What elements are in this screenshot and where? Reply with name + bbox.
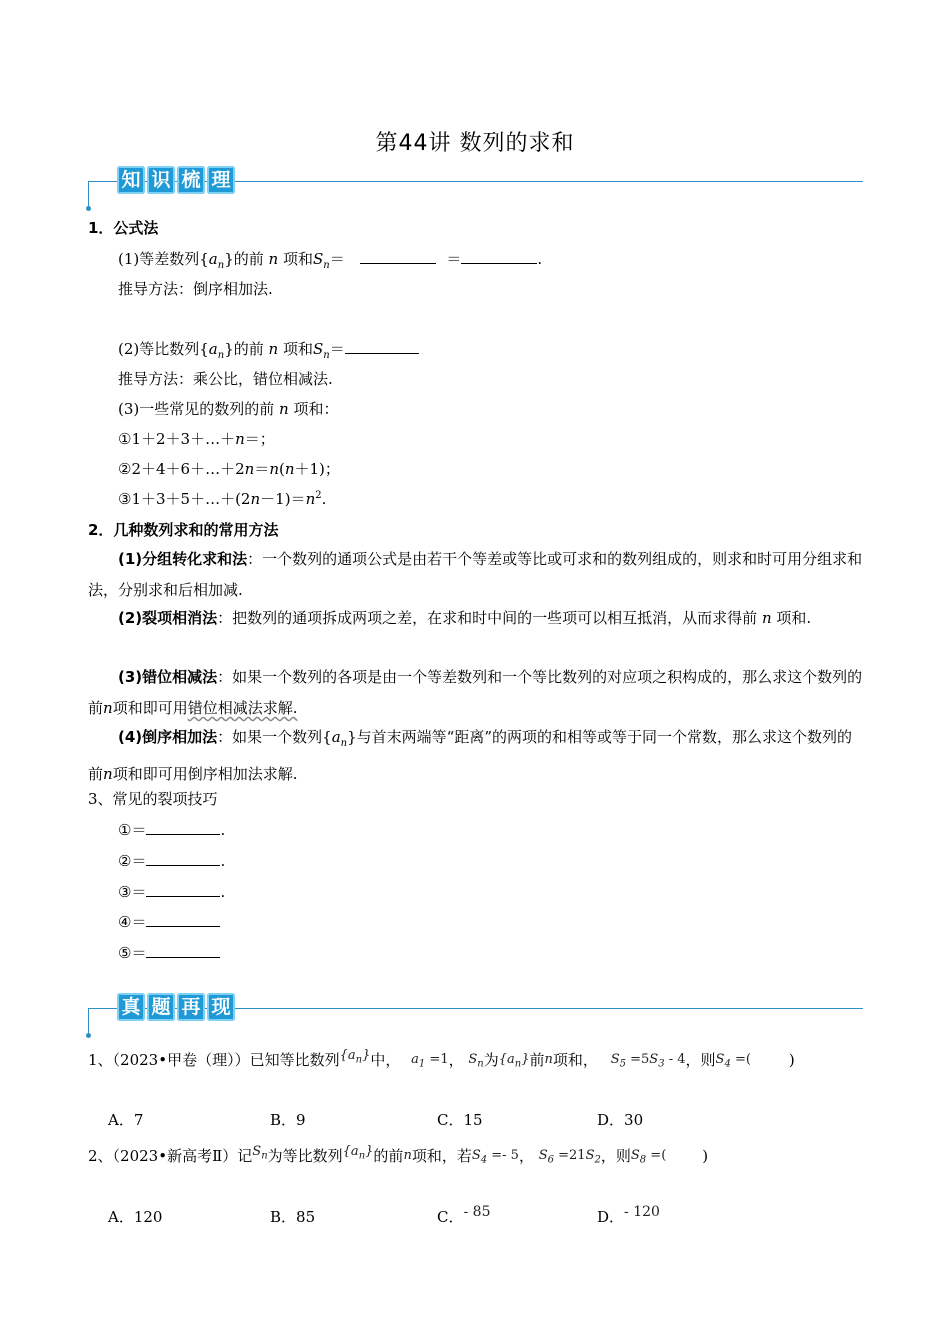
section-dot [86, 1033, 91, 1038]
answer-blank[interactable] [345, 338, 419, 354]
option-d[interactable]: D．30 [597, 1111, 644, 1129]
common-sums-intro: (3)一些常见的数列的前 n 项和： [118, 400, 339, 418]
answer-blank[interactable] [146, 911, 220, 927]
heading-telescoping-tricks: 3、常见的裂项技巧 [88, 790, 218, 808]
trick-item: ②＝ . [118, 852, 226, 870]
option-a[interactable]: A．7 [108, 1111, 144, 1129]
trick-item: ①＝ . [118, 821, 226, 839]
banner-char: 梳 [177, 166, 205, 194]
banner-char: 题 [147, 993, 175, 1021]
derivation-method: 推导方法：乘公比，错位相减法. [118, 370, 333, 388]
section-tick [88, 181, 89, 208]
formula-arith-sum: (1)等差数列$\{a_n\}$的前 n 项和$S_n=$ ＝ . [118, 250, 543, 271]
banner-char: 识 [147, 166, 175, 194]
trick-item: ④＝ [118, 911, 220, 932]
page-title: 第44讲 数列的求和 [375, 131, 575, 156]
answer-blank[interactable] [146, 881, 220, 897]
question-2: 2、（2023•新高考Ⅱ）记$S_n$为等比数列$\{a_n\}$的前n项和，若$S_4 =- 5$， $S_6 =21S_2$，则$S_8$ =( ) [88, 1144, 709, 1166]
heading-methods: 2．几种数列求和的常用方法 [88, 521, 279, 539]
banner-char: 现 [207, 993, 235, 1021]
formula-item-2: ②2＋4＋6＋…＋2n＝n(n＋1)； [118, 460, 340, 478]
banner-char: 真 [117, 993, 145, 1021]
answer-blank[interactable] [146, 942, 220, 958]
option-b[interactable]: B．85 [270, 1208, 316, 1226]
answer-blank[interactable] [360, 248, 436, 264]
method-reverse-addition: (4)倒序相加法：如果一个数列$\{a_n\}$与首末两端等“距离”的两项的和相等或等于同一个常数，那么求这个数列的前n项和即可用倒序相加法求解. [88, 728, 852, 783]
derivation-method: 推导方法：倒序相加法. [118, 280, 273, 298]
section-banner-past-exams [117, 993, 237, 1023]
section-banner-knowledge [117, 166, 237, 196]
method-grouping: (1)分组转化求和法：一个数列的通项公式是由若干个等差或等比或可求和的数列组成的，则求和时可用分组求和法，分别求和后相加减. [88, 550, 863, 599]
banner-char: 知 [117, 166, 145, 194]
banner-char: 理 [207, 166, 235, 194]
banner-char: 再 [177, 993, 205, 1021]
trick-item: ③＝ . [118, 883, 226, 901]
formula-item-3: $③1+3+5+\dots+(2n-1)=n^2$. [118, 490, 327, 508]
option-d[interactable]: D．- 120 [597, 1204, 660, 1226]
option-c[interactable]: C．15 [437, 1111, 483, 1129]
question-1: 1、（2023•甲卷（理））已知等比数列$\{a_n\}$中， $a_1 =1$， $S_n$为$\{a_n\}$前n项和， $S_5 =5S_3 - 4$，则$S_4$ =( ) [88, 1048, 795, 1070]
method-misaligned-subtraction: (3)错位相减法：如果一个数列的各项是由一个等差数列和一个等比数列的对应项之积构成的，那么求这个数列的前n项和即可用错位相减法求解. [88, 668, 863, 717]
trick-item: ⑤＝ [118, 942, 220, 963]
section-tick [88, 1008, 89, 1035]
answer-blank[interactable] [146, 819, 220, 835]
heading-formula-method: 1．公式法 [88, 219, 159, 237]
answer-blank[interactable] [146, 850, 220, 866]
option-a[interactable]: A．120 [108, 1208, 163, 1226]
option-c[interactable]: C．- 85 [437, 1204, 491, 1226]
section-dot [86, 206, 91, 211]
answer-blank[interactable] [461, 248, 537, 264]
formula-geo-sum: (2)等比数列$\{a_n\}$的前 n 项和$S_n=$ [118, 338, 419, 361]
formula-item-1: ①1＋2＋3＋…＋n＝； [118, 430, 275, 448]
method-telescoping: (2)裂项相消法：把数列的通项拆成两项之差，在求和时中间的一些项可以相互抵消，从而求得前 n 项和. [118, 609, 812, 627]
option-b[interactable]: B．9 [270, 1111, 306, 1129]
